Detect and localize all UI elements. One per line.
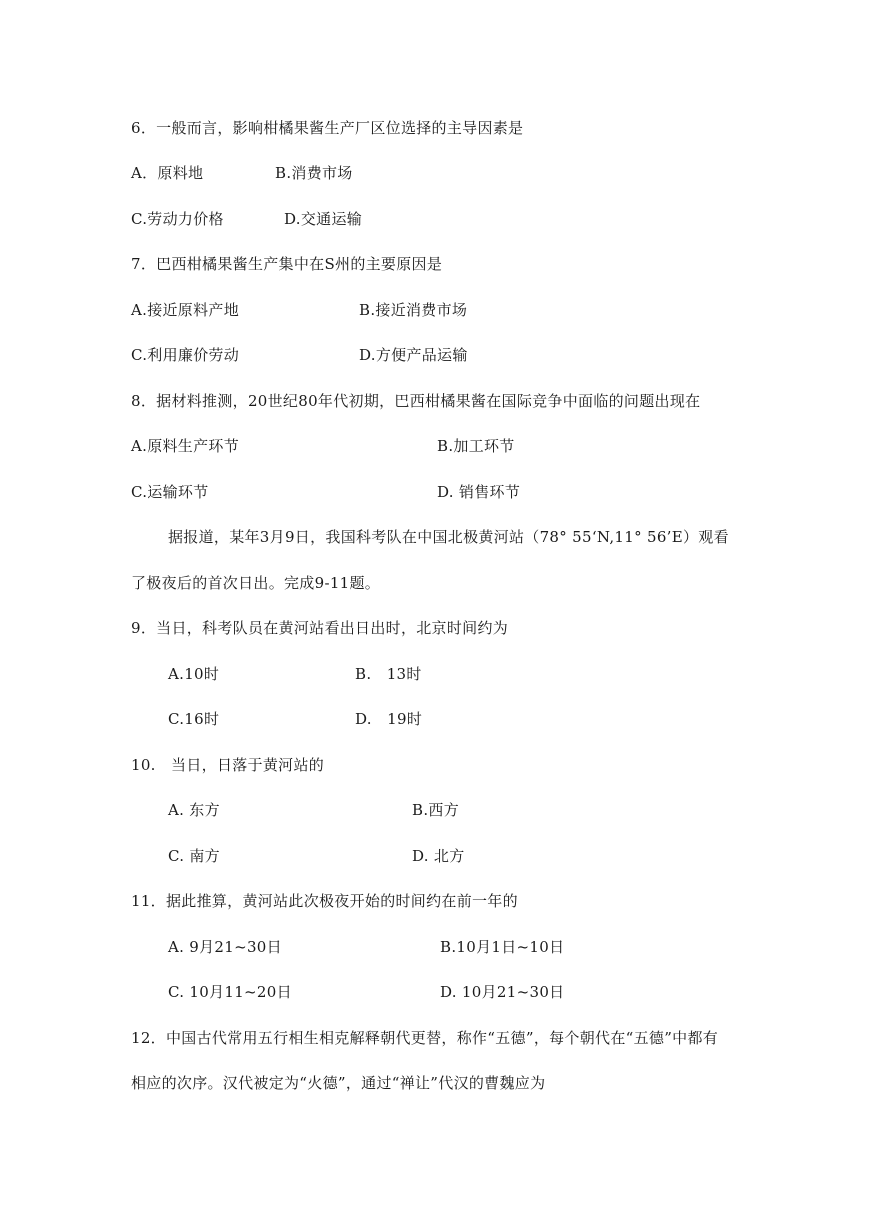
question-8-option-c: C.运输环节 — [131, 483, 209, 501]
question-11-option-b: B.10月1日~10日 — [440, 938, 565, 956]
question-11-stem: 11．据此推算，黄河站此次极夜开始的时间约在前一年的 — [131, 892, 518, 910]
question-12-line-1: 12．中国古代常用五行相生相克解释朝代更替，称作“五德”，每个朝代在“五德”中都有 — [131, 1029, 719, 1047]
question-10-option-d: D. 北方 — [412, 847, 465, 865]
question-6-stem: 6．一般而言，影响柑橘果酱生产厂区位选择的主导因素是 — [131, 119, 524, 137]
question-6-option-b: B.消费市场 — [275, 164, 353, 182]
question-10-option-b: B.西方 — [412, 801, 459, 819]
question-9-option-b: B. 13时 — [355, 665, 422, 683]
passage-line-1: 据报道，某年3月9日，我国科考队在中国北极黄河站（78° 55‘N,11° 56’E）观看 — [168, 528, 729, 546]
question-10-stem: 10. 当日，日落于黄河站的 — [131, 756, 325, 774]
question-8-stem: 8．据材料推测，20世纪80年代初期，巴西柑橘果酱在国际竞争中面临的问题出现在 — [131, 392, 701, 410]
question-7-option-c: C.利用廉价劳动 — [131, 346, 240, 364]
question-8-option-b: B.加工环节 — [437, 437, 515, 455]
question-9-stem: 9．当日，科考队员在黄河站看出日出时，北京时间约为 — [131, 619, 509, 637]
question-8-option-a: A.原料生产环节 — [131, 437, 240, 455]
question-6-option-a: A．原料地 — [131, 164, 204, 182]
question-6-option-c: C.劳动力价格 — [131, 210, 224, 228]
question-8-option-d: D. 销售环节 — [437, 483, 521, 501]
question-6-option-d: D.交通运输 — [284, 210, 363, 228]
question-7-option-a: A.接近原料产地 — [131, 301, 240, 319]
question-11-option-a: A. 9月21~30日 — [168, 938, 282, 956]
question-11-option-c: C. 10月11~20日 — [168, 983, 292, 1001]
question-12-line-2: 相应的次序。汉代被定为“火德”，通过“禅让”代汉的曹魏应为 — [131, 1074, 546, 1092]
question-7-option-d: D.方便产品运输 — [359, 346, 468, 364]
question-9-option-a: A.10时 — [168, 665, 220, 683]
question-10-option-c: C. 南方 — [168, 847, 220, 865]
question-10-option-a: A. 东方 — [168, 801, 220, 819]
passage-line-2: 了极夜后的首次日出。完成9-11题。 — [131, 574, 381, 592]
question-11-option-d: D. 10月21~30日 — [440, 983, 565, 1001]
question-7-option-b: B.接近消费市场 — [359, 301, 468, 319]
question-9-option-d: D. 19时 — [355, 710, 423, 728]
question-7-stem: 7．巴西柑橘果酱生产集中在S州的主要原因是 — [131, 255, 443, 273]
question-9-option-c: C.16时 — [168, 710, 220, 728]
